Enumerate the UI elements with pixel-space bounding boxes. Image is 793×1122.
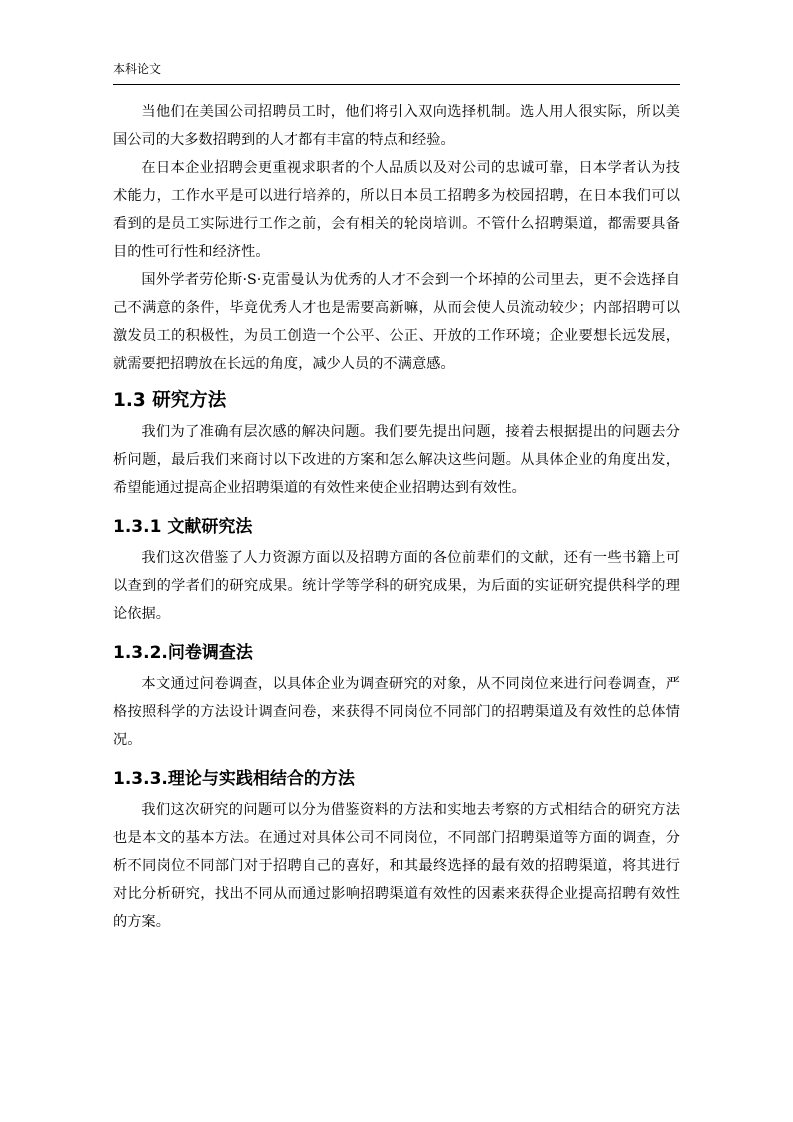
paragraph-research-methods: 我们为了准确有层次感的解决问题。我们要先提出问题，接着去根据提出的问题去分析问题，最后我们来商讨以下改进的方案和怎么解决这些问题。从具体企业的角度出发，希望能通过提高企业招聘渠道的有效性来使企业招聘达到有效性。 <box>113 424 680 496</box>
header-rule <box>113 84 680 85</box>
paragraph-japan-recruitment: 在日本企业招聘会更重视求职者的个人品质以及对公司的忠诚可靠，日本学者认为技术能力，工作水平是可以进行培养的，所以日本员工招聘多为校园招聘，在日本我们可以看到的是员工实际进行工作之前，会有相关的轮岗培训。不管什么招聘渠道，都需要具备目的性可行性和经济性。 <box>113 160 680 260</box>
running-header: 本科论文 <box>113 62 162 76</box>
paragraph-us-recruitment: 当他们在美国公司招聘员工时，他们将引入双向选择机制。选人用人很实际，所以美国公司的大多数招聘到的人才都有丰富的特点和经验。 <box>113 104 680 148</box>
paragraph-theory-practice: 我们这次研究的问题可以分为借鉴资料的方法和实地去考察的方式相结合的研究方法也是本文的基本方法。在通过对具体公司不同岗位，不同部门招聘渠道等方面的调查，分析不同岗位不同部门对于招聘自己的喜好，和其最终选择的最有效的招聘渠道，将其进行对比分析研究，找出不同从而通过影响招聘渠道有效性的因素来获得企业提高招聘有效性的方案。 <box>113 802 680 930</box>
paragraph-literature-research: 我们这次借鉴了人力资源方面以及招聘方面的各位前辈们的文献，还有一些书籍上可以查到的学者们的研究成果。统计学等学科的研究成果，为后面的实证研究提供科学的理论依据。 <box>113 550 680 622</box>
subsection-heading-literature-research: 1.3.1 文献研究法 <box>113 517 253 537</box>
document-body <box>113 98 680 936</box>
subsection-heading-questionnaire: 1.3.2.问卷调查法 <box>113 643 253 663</box>
section-heading-research-methods: 1.3 研究方法 <box>113 390 227 411</box>
paragraph-questionnaire: 本文通过问卷调查，以具体企业为调查研究的对象，从不同岗位来进行问卷调查，严格按照科学的方法设计调查问卷，来获得不同岗位不同部门的招聘渠道及有效性的总体情况。 <box>113 676 680 748</box>
subsection-heading-theory-practice: 1.3.3.理论与实践相结合的方法 <box>113 769 355 789</box>
paragraph-foreign-scholar: 国外学者劳伦斯·S·克雷曼认为优秀的人才不会到一个坏掉的公司里去，更不会选择自己不满意的条件，毕竟优秀人才也是需要高新嘛，从而会使人员流动较少；内部招聘可以激发员工的积极性，为员工创造一个公平、公正、开放的工作环境；企业要想长远发展，就需要把招聘放在长远的角度，减少人员的不满意感。 <box>113 272 680 372</box>
